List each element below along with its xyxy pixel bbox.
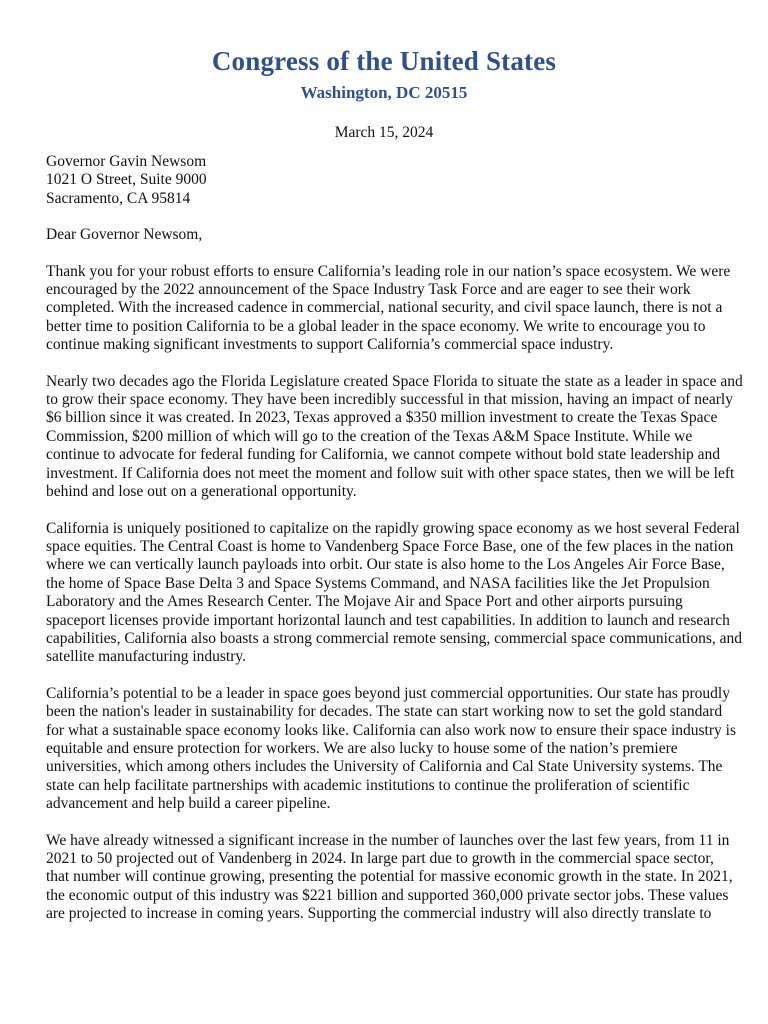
paragraph-line: investment. If California does not meet the moment and follow suit with other space states, then we will be left	[46, 464, 735, 482]
paragraph-line: satellite manufacturing industry.	[46, 648, 247, 666]
letterhead	[0, 44, 768, 104]
recipient-name: Governor Gavin Newsom	[46, 153, 207, 170]
recipient-address	[46, 153, 728, 208]
paragraph-2	[46, 372, 743, 502]
paragraph-line: for what a sustainable space economy looks like. California can also work now to ensure their space industry is	[46, 721, 736, 739]
recipient-street: 1021 O Street, Suite 9000	[46, 171, 207, 189]
paragraph-line: continue making significant investments to support California’s commercial space industry.	[46, 336, 614, 354]
paragraph-line: that number will continue growing, presenting the potential for massive economic growth in the state. In 2021,	[46, 868, 733, 886]
recipient-city: Sacramento, CA 95814	[46, 189, 191, 207]
paragraph-line: $6 billion since it was created. In 2023, Texas approved a $350 million investment to create the Texas Space	[46, 409, 718, 427]
paragraph-line: Nearly two decades ago the Florida Legislature created Space Florida to situate the state as a leader in space and	[46, 372, 743, 390]
paragraph-line: California’s potential to be a leader in space goes beyond just commercial opportunities. Our state has proudly	[46, 684, 730, 702]
letterhead-title: Congress of the United States	[211, 46, 557, 76]
paragraph-line: to grow their space economy. They have been incredibly successful in that mission, having an impact of nearly	[46, 391, 733, 409]
letterhead-subtitle: Washington, DC 20515	[300, 83, 468, 102]
paragraph-line: been the nation's leader in sustainability for decades. The state can start working now to set the gold standard	[46, 703, 723, 721]
paragraph-line: behind and lose out on a generational opportunity.	[46, 483, 357, 501]
paragraph-line: encouraged by the 2022 announcement of the Space Industry Task Force and are eager to see their work	[46, 281, 691, 299]
paragraph-3	[46, 519, 742, 667]
paragraph-line: advancement and help build a career pipeline.	[46, 795, 331, 813]
paragraph-line: continue to advocate for federal funding for California, we cannot compete without bold state leadership and	[46, 446, 721, 464]
paragraph-line: capabilities, California also boasts a strong commercial remote sensing, commercial space communications, and	[46, 629, 742, 647]
paragraph-line: We have already witnessed a significant increase in the number of launches over the last few years, from 11 in	[46, 831, 730, 849]
letter-body	[46, 153, 743, 924]
salutation: Dear Governor Newsom,	[46, 226, 203, 244]
paragraph-line: Laboratory and the Ames Research Center. The Mojave Air and Space Port and other airports pursuing	[46, 593, 683, 611]
paragraph-line: state can help facilitate partnerships with academic institutions to continue the proliferation of scientific	[46, 776, 690, 794]
paragraph-line: Commission, $200 million of which will go to the creation of the Texas A&M Space Institute. While we	[46, 427, 693, 445]
paragraph-line: spaceport licenses provide important horizontal launch and test capabilities. In addition to launch and research	[46, 611, 730, 629]
paragraph-line: equitable and ensure protection for workers. We are also lucky to house some of the nation’s premiere	[46, 739, 678, 757]
paragraph-5	[46, 831, 733, 924]
paragraph-line: California is uniquely positioned to capitalize on the rapidly growing space economy as we host several Federal	[46, 519, 740, 537]
paragraph-line: where we can vertically launch payloads into orbit. Our state is also home to the Los Angeles Air Force Base,	[46, 556, 725, 574]
paragraph-line: are projected to increase in coming years. Supporting the commercial industry will also directly translate to	[46, 905, 712, 923]
paragraph-line: universities, which among others includes the University of California and Cal State University systems. The	[46, 758, 723, 776]
paragraph-line: completed. With the increased cadence in commercial, national security, and civil space launch, there is not a	[46, 299, 723, 317]
paragraph-line: space equities. The Central Coast is home to Vandenberg Space Force Base, one of the few places in the nation	[46, 537, 734, 555]
paragraph-line: 2021 to 50 projected out of Vandenberg in 2024. In large part due to growth in the commercial space sector,	[46, 850, 714, 867]
paragraph-line: Thank you for your robust efforts to ensure California’s leading role in our nation’s space ecosystem. We were	[46, 262, 731, 280]
paragraph-line: the home of Space Base Delta 3 and Space Systems Command, and NASA facilities like the Jet Propulsion	[46, 574, 710, 592]
paragraph-4	[46, 684, 736, 814]
paragraph-1	[46, 262, 731, 355]
letter-date: March 15, 2024	[334, 124, 434, 141]
paragraph-line: better time to position California to be a global leader in the space economy. We write to encourage you to	[46, 317, 706, 335]
paragraph-line: the economic output of this industry was $221 billion and supported 360,000 private sector jobs. These values	[46, 886, 729, 904]
